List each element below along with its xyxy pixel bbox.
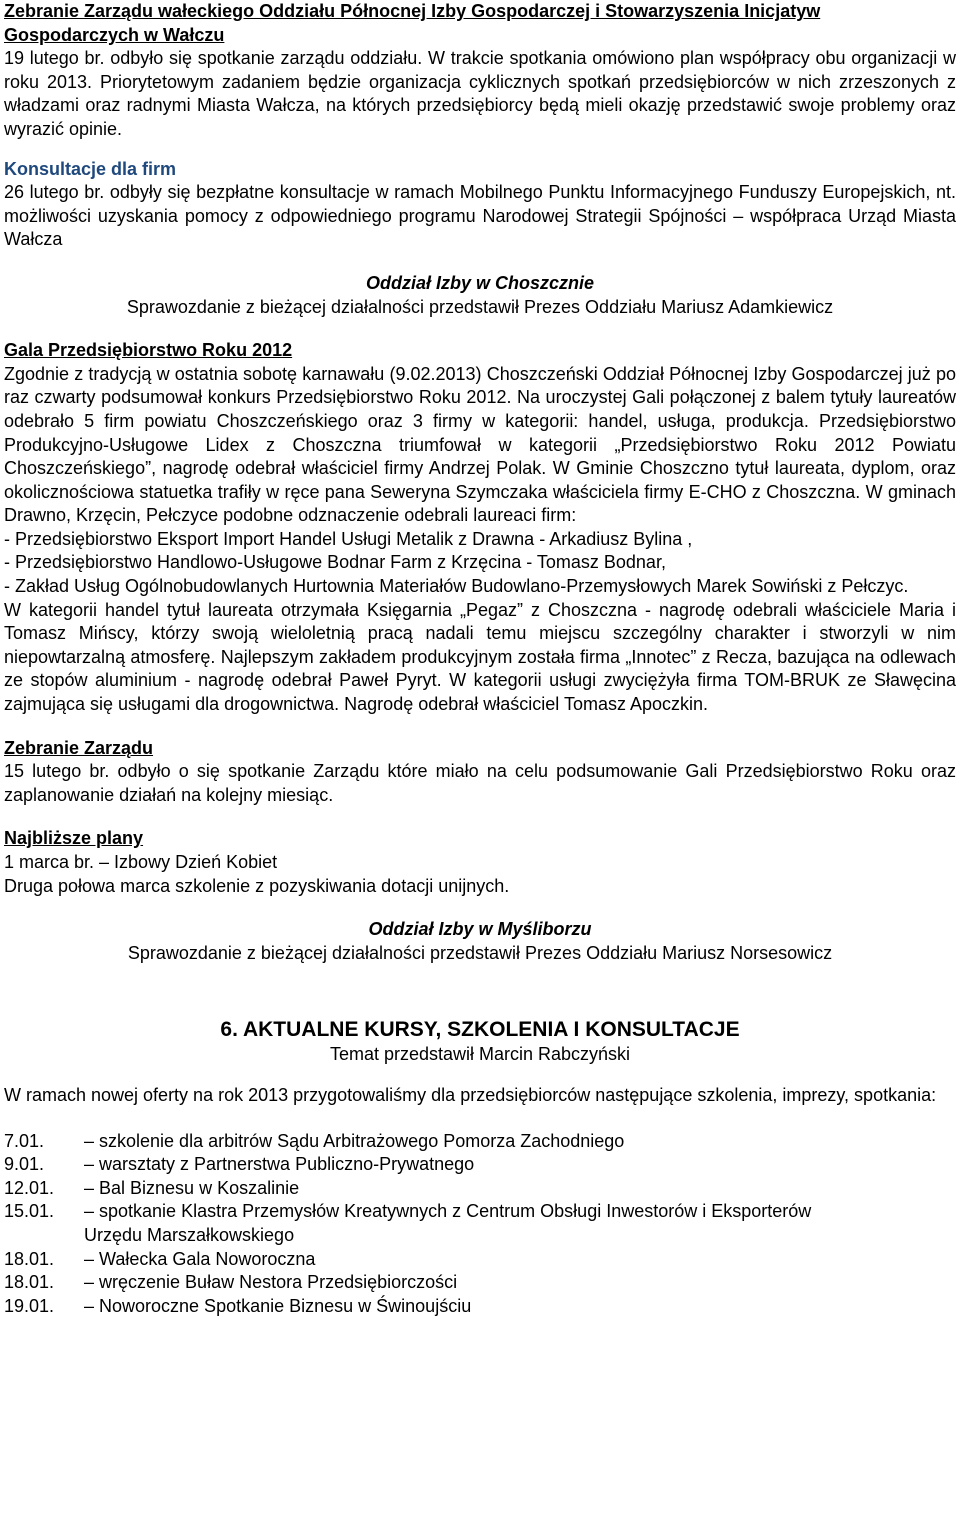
event-row bbox=[4, 1271, 956, 1295]
plans-item: 1 marca br. – Izbowy Dzień Kobiet bbox=[4, 852, 278, 872]
event-date: 7.01. bbox=[4, 1130, 45, 1151]
section-6-intro: W ramach nowej oferty na rok 2013 przygotowaliśmy dla przedsiębiorców następujące szkolenia, imprezy, spotkania: bbox=[4, 1084, 937, 1105]
event-text-continuation: Urzędu Marszałkowskiego bbox=[84, 1224, 295, 1245]
event-row bbox=[4, 1153, 956, 1177]
event-text: – wręczenie Buław Nestora Przedsiębiorczości bbox=[84, 1272, 458, 1293]
gala-body: Zgodnie z tradycją w ostatnia sobotę karnawału (9.02.2013) Choszczeński Oddział Północnej Izby Gospodarczej już po raz czwarty podsumował konkurs Przedsiębiorstwo Roku 2012. Na uroczystej Gali połączonej z balem tytuły laureatów odebrało 5 firm powiatu Choszczeńskiego oraz 3 firmy w kategorii: handel, usługa, produkcja. Przedsiębiorstwo Produkcyjno-Usługowe Lidex z Choszczna triumfował w kategorii „Przedsiębiorstwo Roku 2012 Powiatu Choszczeńskiego”, nagrodę odebrał właściciel firmy Andrzej Polak. W Gminie Choszczno tytuł laureata, dyplom, oraz okolicznościowa statuetka trafiły w ręce pana Seweryna Szymczaka właściciela firmy E-CHO z Choszczna. W gminach Drawno, Krzęcin, Pełczyce podobne odznaczenie odebrali laureaci firm: bbox=[4, 363, 956, 526]
consultations-title: Konsultacje dla firm bbox=[4, 158, 177, 179]
section-6-subtitle: Temat przedstawił Marcin Rabczyński bbox=[329, 1044, 631, 1065]
event-date: 19.01. bbox=[4, 1295, 55, 1316]
event-row bbox=[4, 1295, 956, 1319]
board-meeting-body: 15 lutego br. odbyło o się spotkanie Zarządu które miało na celu podsumowanie Gali Przedsiębiorstwo Roku oraz zaplanowanie działań na kolejny miesiąc. bbox=[4, 761, 956, 805]
board-meeting-title: Zebranie Zarządu bbox=[4, 737, 154, 758]
gala-list-item: - Przedsiębiorstwo Handlowo-Usługowe Bodnar Farm z Krzęcina - Tomasz Bodnar, bbox=[4, 552, 666, 573]
event-row bbox=[4, 1130, 956, 1154]
mysliborz-report: Sprawozdanie z bieżącej działalności przedstawił Prezes Oddziału Mariusz Norsesowicz bbox=[127, 942, 833, 963]
event-text: – warsztaty z Partnerstwa Publiczno-Prywatnego bbox=[84, 1154, 475, 1175]
plans-item: Druga połowa marca szkolenie z pozyskiwania dotacji unijnych. bbox=[4, 875, 510, 896]
event-text: – Noworoczne Spotkanie Biznesu w Świnoujściu bbox=[84, 1295, 472, 1316]
gala-list-item: - Zakład Usług Ogólnobudowlanych Hurtownia Materiałów Budowlano-Przemysłowych Marek Sowiński z Pełczyc. bbox=[4, 576, 909, 597]
choszczno-report: Sprawozdanie z bieżącej działalności przedstawił Prezes Oddziału Mariusz Adamkiewicz bbox=[126, 296, 834, 317]
gala-list-item: - Przedsiębiorstwo Eksport Import Handel Usługi Metalik z Drawna - Arkadiusz Bylina , bbox=[4, 528, 693, 549]
event-date: 12.01. bbox=[4, 1177, 55, 1198]
mysliborz-heading: Oddział Izby w Myśliborzu bbox=[368, 919, 592, 940]
event-row bbox=[4, 1248, 956, 1272]
choszczno-heading: Oddział Izby w Choszcznie bbox=[365, 272, 595, 293]
walcz-meeting-title: Zebranie Zarządu wałeckiego Oddziału Północnej Izby Gospodarczej i Stowarzyszenia Inicjatyw Gospodarczych w Wałczu bbox=[4, 1, 821, 45]
event-date: 18.01. bbox=[4, 1272, 55, 1293]
event-text: – Bal Biznesu w Koszalinie bbox=[84, 1177, 300, 1198]
event-row bbox=[4, 1200, 956, 1224]
event-date: 9.01. bbox=[4, 1154, 45, 1175]
event-row-continuation bbox=[4, 1224, 956, 1248]
plans-title: Najbliższe plany bbox=[4, 828, 144, 849]
events-list bbox=[4, 1130, 956, 1319]
gala-body-2: W kategorii handel tytuł laureata otrzymała Księgarnia „Pegaz” z Choszczna - nagrodę odebrali właściciele Maria i Tomasz Mińscy, którzy swoją wieloletnią pracą nadali temu miejscu szczególny charakter i stworzyli w nim niepowtarzalną atmosferę. Najlepszym zakładem produkcyjnym została firma „Innotec” z Recza, bazująca na odlewach ze stopów aluminium - nagrodę odebrał Paweł Pyryt. W kategorii usługi zwyciężyła firma TOM-BRUK ze Sławęcina zajmująca się usługami dla drogownictwa. Nagrodę odebrał właściciel Tomasz Apoczkin. bbox=[4, 599, 956, 715]
event-text: – spotkanie Klastra Przemysłów Kreatywnych z Centrum Obsługi Inwestorów i Eksporterów bbox=[84, 1201, 812, 1222]
consultations-body: 26 lutego br. odbyły się bezpłatne konsultacje w ramach Mobilnego Punktu Informacyjnego Funduszy Europejskich, nt. możliwości uzyskania pomocy z odpowiedniego programu Narodowej Strategii Spójności – współpraca Urząd Miasta Wałcza bbox=[4, 182, 956, 250]
event-row bbox=[4, 1177, 956, 1201]
gala-title: Gala Przedsiębiorstwo Roku 2012 bbox=[4, 340, 293, 361]
event-date: 18.01. bbox=[4, 1248, 55, 1269]
event-text: – szkolenie dla arbitrów Sądu Arbitrażowego Pomorza Zachodniego bbox=[84, 1130, 625, 1151]
event-text: – Wałecka Gala Noworoczna bbox=[84, 1248, 316, 1269]
section-6-title: 6. AKTUALNE KURSY, SZKOLENIA I KONSULTACJE bbox=[220, 1018, 740, 1042]
event-date: 15.01. bbox=[4, 1201, 55, 1222]
walcz-meeting-body: 19 lutego br. odbyło się spotkanie zarządu oddziału. W trakcie spotkania omówiono plan współpracy obu organizacji w roku 2013. Priorytetowym zadaniem będzie organizacja cyklicznych spotkań przedsiębiorców w nich zrzeszonych z władzami oraz radnymi Miasta Wałcza, na których przedsiębiorcy będą mieli okazję przedstawić swoje problemy oraz wyrazić opinie. bbox=[4, 48, 956, 139]
